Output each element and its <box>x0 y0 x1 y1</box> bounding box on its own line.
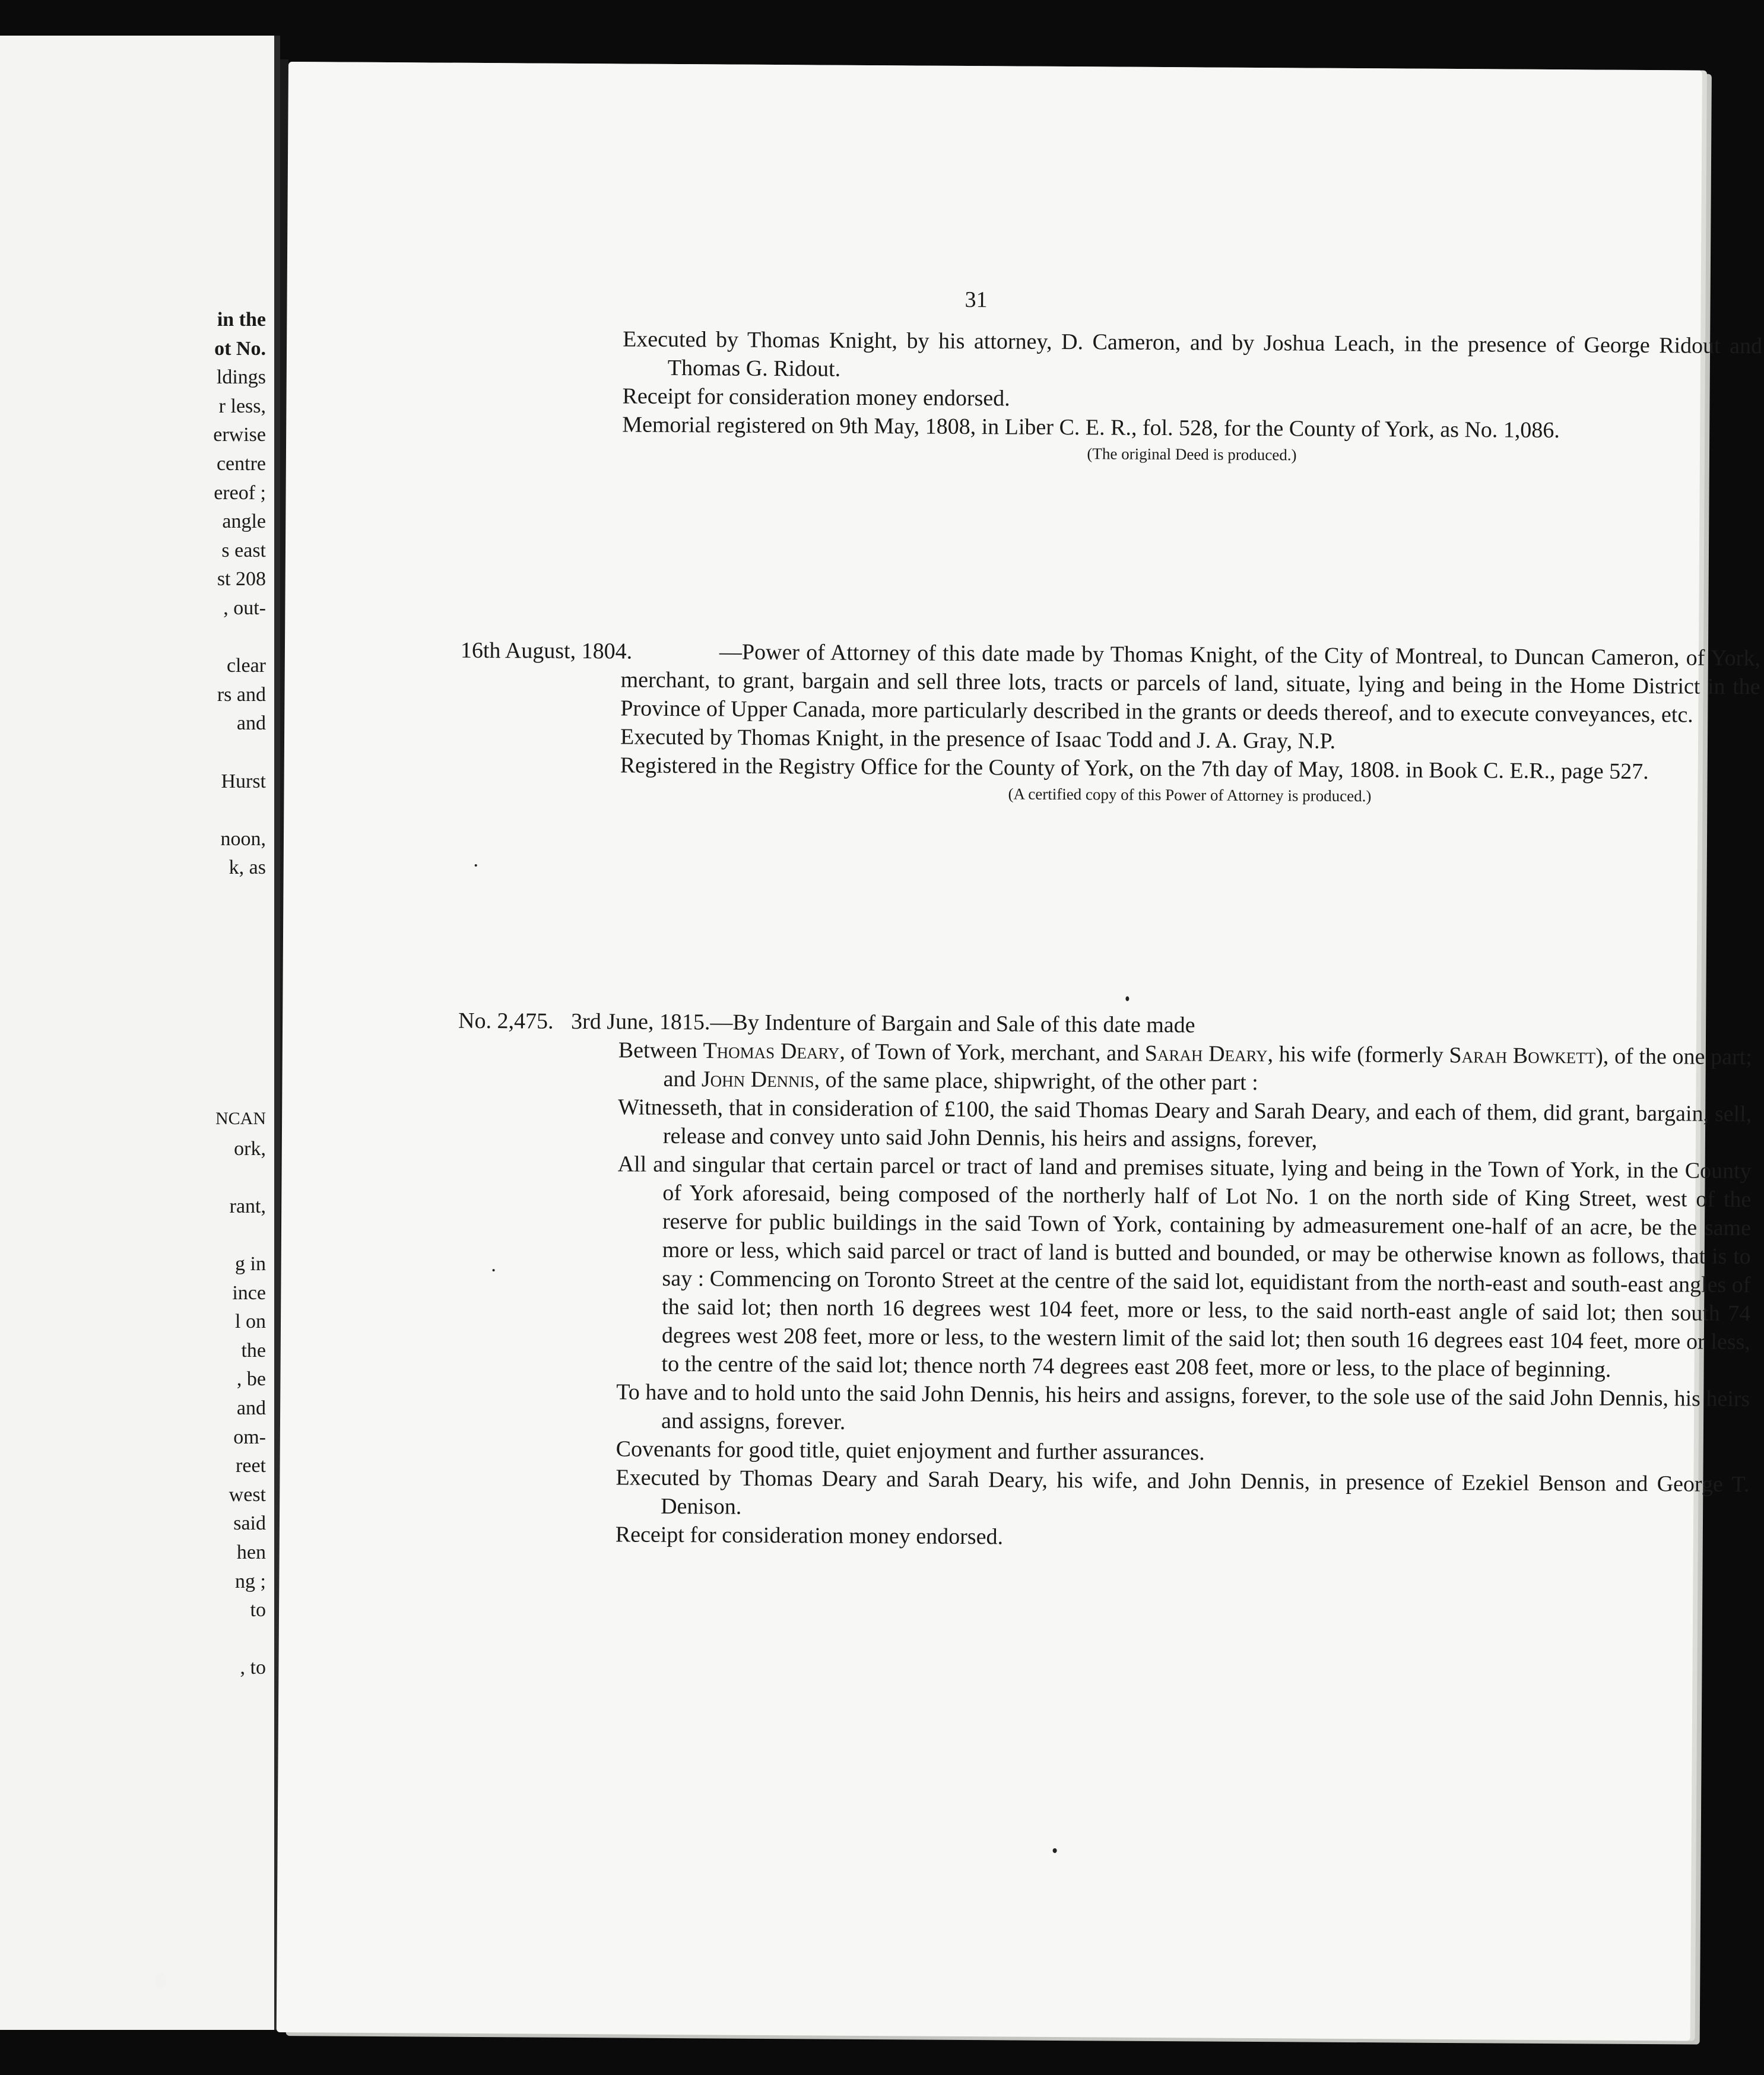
power-of-attorney-entry <box>620 637 1760 809</box>
executed-clause: Executed by Thomas Deary and Sarah Deary, his wife, and John Dennis, in presence of Ezekiel Benson and George T. Denison. <box>616 1465 1750 1519</box>
previous-page-line: g in <box>235 1253 266 1275</box>
previous-page-line: NCAN <box>215 1109 266 1128</box>
previous-page-line: to <box>250 1599 266 1622</box>
previous-page-line: ng ; <box>235 1570 266 1592</box>
previous-page-line: , to <box>240 1657 266 1679</box>
executed-clause: Executed by Thomas Knight, by his attorney, D. Cameron, and by Joshua Leach, in the presence of George Ridout and Thomas G. Ridout. <box>623 326 1763 382</box>
between-clause: Between Thomas Deary, of Town of York, merchant, and Sarah Deary, his wife (formerly Sarah Bowkett), of the one part; and John Dennis, of the same place, shipwright, of the other part : <box>618 1038 1752 1096</box>
indenture-heading: 3rd June, 1815.—By Indenture of Bargain and Sale of this date made <box>571 1008 1195 1038</box>
production-note: (The original Deed is produced.) <box>1087 445 1297 464</box>
registered-clause: Registered in the Registry Office for the County of York, on the 7th day of May, 1808. in Book C. E.R., page 527. <box>620 753 1649 785</box>
ink-speck <box>493 1269 495 1271</box>
party-name: John Dennis <box>701 1067 814 1093</box>
entry-number: No. 2,475. <box>458 1008 554 1034</box>
previous-page-line: the <box>241 1339 266 1362</box>
previous-page-line: rs and <box>217 683 266 706</box>
paper-speck <box>156 1973 166 1988</box>
executed-clause: Executed by Thomas Knight, in the presence of Isaac Todd and J. A. Gray, N.P. <box>620 724 1336 754</box>
previous-page-line: in the <box>217 309 266 331</box>
previous-page-line: said <box>233 1512 266 1535</box>
ink-speck <box>1053 1848 1057 1853</box>
previous-page-line: ldings <box>216 366 266 389</box>
previous-page-line: ince <box>232 1281 266 1304</box>
habendum-clause: To have and to hold unto the said John Dennis, his heirs and assigns, forever, to the sole use of the said John Dennis, his heirs and assigns, forever. <box>616 1379 1750 1435</box>
previous-page-line: west <box>229 1483 266 1506</box>
receipt-clause: Receipt for consideration money endorsed. <box>622 383 1010 411</box>
previous-page-line: rant, <box>229 1195 266 1217</box>
document-page <box>277 62 1763 2041</box>
witnesseth-clause: Witnesseth, that in consideration of £100, the said Thomas Deary and Sarah Deary, and each of them, did grant, bargain, sell, release and convey unto said John Dennis, his heirs and assigns, forever, <box>618 1094 1752 1153</box>
previous-page-line: l on <box>235 1311 266 1333</box>
previous-page-line: r less, <box>218 395 266 417</box>
previous-page-line: ereof ; <box>214 481 266 504</box>
previous-page-line: clear <box>226 655 266 677</box>
memorial-clause: Memorial registered on 9th May, 1808, in Liber C. E. R., fol. 528, for the County of York, as No. 1,086. <box>622 412 1560 443</box>
entry-continuation <box>622 325 1762 468</box>
covenants-clause: Covenants for good title, quiet enjoyment and further assurances. <box>616 1436 1205 1465</box>
premises-clause: All and singular that certain parcel or tract of land and premises situate, lying and being in the Town of York, in the County of York aforesaid, being composed of the northerly half of Lot No. 1 on the north side of King Street, west of the reserve for public buildings in the said Town of York, containing by admeasurement one-half of an acre, be the same more or less, which said parcel or tract of land is butted and bounded, or may be otherwise known as follows, that is to say : Commencing on Toronto Street at the centre of the said lot, equidistant from the north-east and south-east angles of the said lot; then north 16 degrees west 104 feet, more or less, to the said north-east angle of said lot; then south 74 degrees west 208 feet, more or less, to the western limit of the said lot; then south 16 degrees east 104 feet, more or less, to the centre of the said lot; thence north 74 degrees east 208 feet, more or less, to the place of beginning. <box>617 1151 1752 1382</box>
previous-page-line: hen <box>236 1541 266 1563</box>
ink-speck <box>1125 997 1129 1001</box>
previous-page-line: Hurst <box>221 770 266 792</box>
party-name: Thomas Deary <box>703 1038 840 1064</box>
party-name: Sarah Deary <box>1144 1040 1268 1067</box>
previous-page-line: and <box>236 712 266 735</box>
previous-page-line: ot No. <box>214 337 266 360</box>
previous-page-line: and <box>236 1397 266 1419</box>
previous-page-line: angle <box>222 510 266 533</box>
receipt-clause: Receipt for consideration money endorsed. <box>615 1522 1004 1550</box>
party-name: Sarah Bowkett <box>1449 1042 1596 1069</box>
previous-page-line: noon, <box>220 827 266 850</box>
previous-page-fragment <box>0 36 280 2030</box>
ink-speck <box>475 864 477 867</box>
previous-page-line: , be <box>236 1368 266 1391</box>
previous-page-line: erwise <box>213 424 266 446</box>
previous-page-line: centre <box>216 453 266 475</box>
previous-page-line: reet <box>236 1455 266 1477</box>
previous-page-line: k, as <box>229 856 266 879</box>
production-note: (A certified copy of this Power of Attorney is produced.) <box>1008 785 1372 805</box>
previous-page-line: om- <box>233 1426 266 1448</box>
previous-page-line: s east <box>221 539 266 561</box>
page-number: 31 <box>965 287 988 313</box>
entry-date: 16th August, 1804. <box>460 637 633 664</box>
previous-page-line: ork, <box>234 1137 266 1160</box>
previous-page-line: st 208 <box>217 568 266 591</box>
previous-page-line: , out- <box>223 597 266 619</box>
indenture-entry <box>616 1036 1752 1556</box>
power-of-attorney-body: —Power of Attorney of this date made by Thomas Knight, of the City of Montreal, to Duncan Cameron, of York, merchant, to grant, bargain and sell three lots, tracts or parcels of land, situate, lying and being in the Home District in the Province of Upper Canada, more particularly described in the grants or deeds thereof, and to execute conveyances, etc. <box>620 639 1761 728</box>
